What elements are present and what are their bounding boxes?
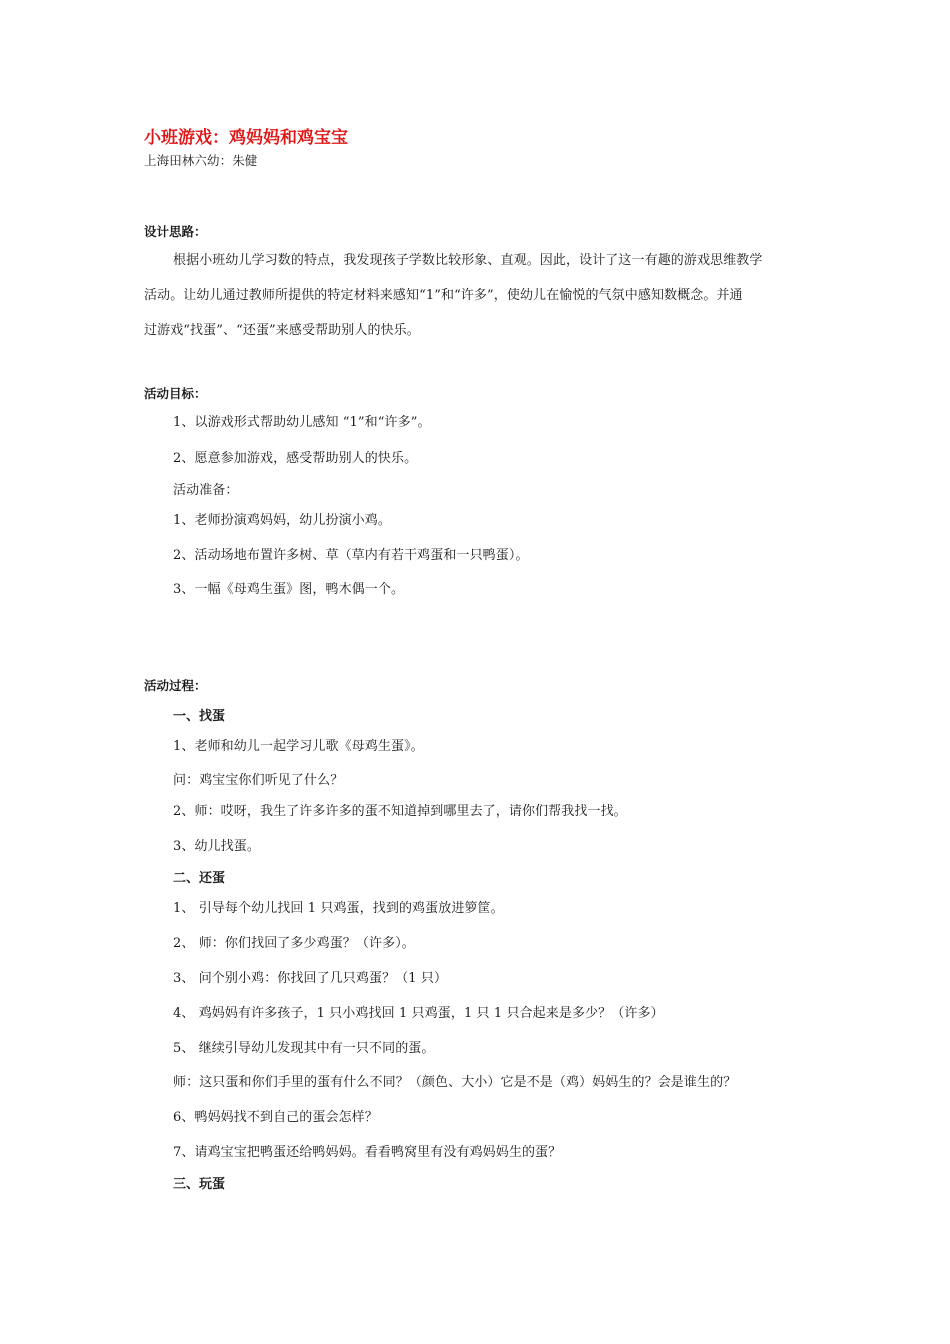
prep-item: 1、老师扮演鸡妈妈，幼儿扮演小鸡。 [173, 513, 391, 528]
process-item: 2、师：哎呀，我生了许多许多的蛋不知道掉到哪里去了，请你们帮我找一找。 [173, 804, 627, 819]
process-item: 问：鸡宝宝你们听见了什么？ [173, 773, 344, 788]
process-item: 6、鸭妈妈找不到自己的蛋会怎样？ [173, 1110, 378, 1125]
section-title-return-eggs: 二、还蛋 [173, 871, 226, 886]
goal-item: 1、以游戏形式帮助幼儿感知 “1”和“许多”。 [173, 415, 431, 430]
process-item: 3、 问个别小鸡：你找回了几只鸡蛋？（1 只） [173, 971, 448, 986]
process-item: 5、 继续引导幼儿发现其中有一只不同的蛋。 [173, 1041, 435, 1056]
process-heading: 活动过程： [144, 678, 207, 693]
goal-item: 2、愿意参加游戏，感受帮助别人的快乐。 [173, 451, 418, 466]
design-paragraph-line-3: 过游戏“找蛋”、“还蛋”来感受帮助别人的快乐。 [144, 323, 420, 338]
document-title: 小班游戏：鸡妈妈和鸡宝宝 [144, 128, 348, 148]
prep-heading: 活动准备： [173, 483, 239, 498]
design-heading: 设计思路： [144, 224, 207, 239]
process-item: 7、请鸡宝宝把鸭蛋还给鸭妈妈。看看鸭窝里有没有鸡妈妈生的蛋？ [173, 1145, 562, 1160]
process-item: 1、 引导每个幼儿找回 1 只鸡蛋，找到的鸡蛋放进箩筐。 [173, 901, 504, 916]
process-item: 3、幼儿找蛋。 [173, 839, 260, 854]
author-line: 上海田林六幼：朱健 [144, 153, 258, 168]
goals-heading: 活动目标： [144, 386, 207, 401]
process-item: 4、 鸡妈妈有许多孩子，1 只小鸡找回 1 只鸡蛋，1 只 1 只合起来是多少？（许多） [173, 1006, 664, 1021]
process-item: 师：这只蛋和你们手里的蛋有什么不同？（颜色、大小）它是不是（鸡）妈妈生的？会是谁生的？ [173, 1075, 737, 1090]
section-title-play-eggs: 三、玩蛋 [173, 1177, 226, 1192]
section-title-find-eggs: 一、找蛋 [173, 709, 226, 724]
prep-item: 2、活动场地布置许多树、草（草内有若干鸡蛋和一只鸭蛋）。 [173, 548, 529, 563]
design-paragraph-line-1: 根据小班幼儿学习数的特点，我发现孩子学数比较形象、直观。因此，设计了这一有趣的游戏思维教学 [173, 253, 763, 268]
design-paragraph-line-2: 活动。让幼儿通过教师所提供的特定材料来感知“1”和“许多”，使幼儿在愉悦的气氛中感知数概念。并通 [144, 288, 743, 303]
prep-item: 3、一幅《母鸡生蛋》图，鸭木偶一个。 [173, 582, 405, 597]
process-item: 2、 师：你们找回了多少鸡蛋？（许多）。 [173, 936, 415, 951]
process-item: 1、老师和幼儿一起学习儿歌《母鸡生蛋》。 [173, 739, 424, 754]
